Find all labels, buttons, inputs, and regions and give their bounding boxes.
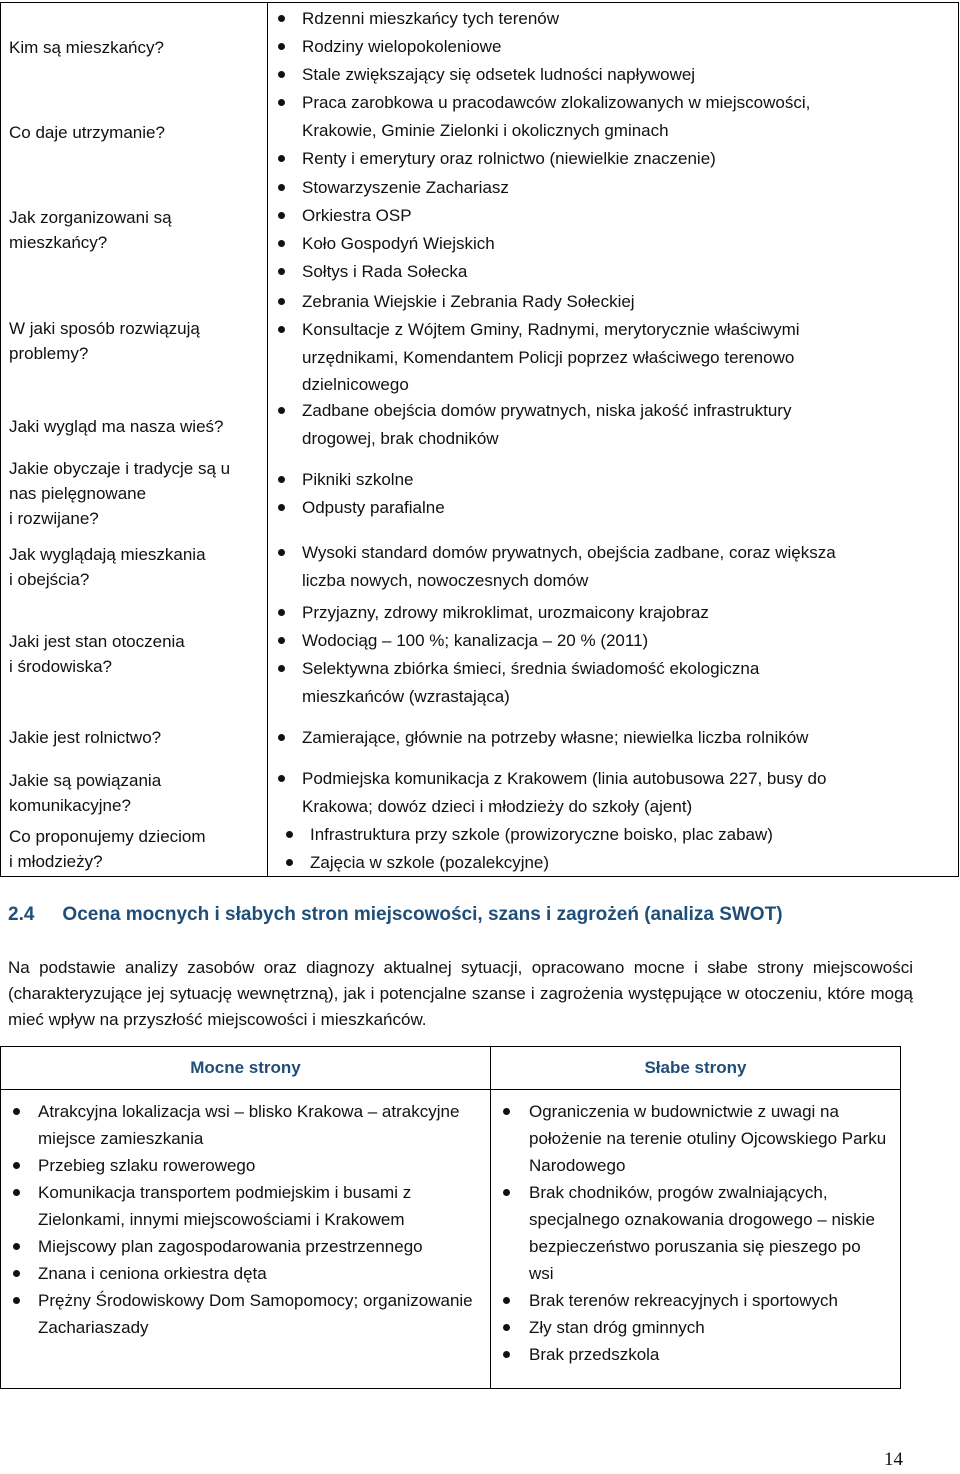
answer-item: Orkiestra OSP: [268, 202, 412, 230]
question-2: Co daje utrzymanie?: [9, 123, 165, 142]
strengths-header: Mocne strony: [1, 1047, 491, 1090]
section-intro: Na podstawie analizy zasobów oraz diagnozy aktualnej sytuacji, opracowano mocne i słabe strony miejscowości (charakteryzujące jej sytuację wewnętrzną), jak i potencjalne szanse i zagrożenia występujące w otoczeniu, które mogą mieć wpływ na przyszłość miejscowości i mieszkańców.: [8, 958, 913, 1029]
answers-column: [268, 3, 959, 877]
answer-item: Stowarzyszenie Zachariasz: [268, 174, 509, 202]
answer-item: Stale zwiększający się odsetek ludności napływowej: [268, 61, 695, 89]
answer-item: Infrastruktura przy szkole (prowizoryczne boisko, plac zabaw): [276, 821, 773, 849]
answer-item: Zadbane obejścia domów prywatnych, niska jakość infrastruktury drogowej, brak chodników: [268, 397, 791, 452]
weakness-item: Brak chodników, progów zwalniających, specjalnego oznakowania drogowego – niskie bezpieczeństwo poruszania się pieszego po wsi: [491, 1179, 888, 1287]
weaknesses-list: [491, 1090, 900, 1374]
answer-item: Konsultacje z Wójtem Gminy, Radnymi, merytorycznie właściwymi urzędnikami, Komendantem Policji poprzez właściwego terenowo dzielnicowego: [268, 316, 800, 399]
strength-item: Przebieg szlaku rowerowego: [1, 1152, 478, 1179]
answer-item: Renty i emerytury oraz rolnictwo (niewielkie znaczenie): [268, 145, 716, 173]
answer-item: Zebrania Wiejskie i Zebrania Rady Sołeckiej: [268, 288, 635, 316]
weakness-item: Brak przedszkola: [491, 1341, 888, 1368]
question-3: Jak zorganizowani są mieszkańcy?: [9, 208, 172, 252]
answer-item: Selektywna zbiórka śmieci, średnia świadomość ekologiczna mieszkańców (wzrastająca): [268, 655, 759, 710]
weakness-item: Ograniczenia w budownictwie z uwagi na położenie na terenie otuliny Ojcowskiego Parku Narodowego: [491, 1098, 888, 1179]
page-number: 14: [884, 1449, 903, 1470]
question-10: Jakie są powiązania komunikacyjne?: [9, 771, 162, 815]
answer-item: Odpusty parafialne: [268, 494, 445, 522]
weaknesses-header: Słabe strony: [491, 1047, 901, 1090]
answer-item: Zajęcia w szkole (pozalekcyjne): [276, 849, 549, 877]
strength-item: Atrakcyjna lokalizacja wsi – blisko Krakowa – atrakcyjne miejsce zamieszkania: [1, 1098, 478, 1152]
section-number: 2.4: [8, 904, 35, 925]
question-4: W jaki sposób rozwiązują problemy?: [9, 319, 200, 363]
question-7: Jak wyglądają mieszkania i obejścia?: [9, 545, 206, 589]
strength-item: Miejscowy plan zagospodarowania przestrzennego: [1, 1233, 478, 1260]
weakness-item: Zły stan dróg gminnych: [491, 1314, 888, 1341]
questions-column: [1, 3, 268, 877]
answer-item: Rdzenni mieszkańcy tych terenów: [268, 5, 559, 33]
section-heading: [8, 901, 783, 929]
strengths-list: [1, 1090, 490, 1347]
answer-item: Praca zarobkowa u pracodawców zlokalizowanych w miejscowości, Krakowie, Gminie Zielonki i okolicznych gminach: [268, 89, 810, 144]
strength-item: Prężny Środowiskowy Dom Samopomocy; organizowanie Zachariaszady: [1, 1287, 478, 1341]
answer-item: Koło Gospodyń Wiejskich: [268, 230, 495, 258]
answer-item: Rodziny wielopokoleniowe: [268, 33, 501, 61]
question-9: Jakie jest rolnictwo?: [9, 728, 162, 747]
question-11: Co proponujemy dzieciom i młodzieży?: [9, 827, 206, 871]
answer-item: Wysoki standard domów prywatnych, obejścia zadbane, coraz większa liczba nowych, nowoczesnych domów: [268, 539, 836, 594]
question-1: Kim są mieszkańcy?: [9, 38, 164, 57]
weakness-item: Brak terenów rekreacyjnych i sportowych: [491, 1287, 888, 1314]
strength-item: Znana i ceniona orkiestra dęta: [1, 1260, 478, 1287]
answer-item: Zamierające, głównie na potrzeby własne; niewielka liczba rolników: [268, 724, 808, 752]
weaknesses-cell: [491, 1090, 901, 1389]
answer-item: Sołtys i Rada Sołecka: [268, 258, 467, 286]
question-8: Jaki jest stan otoczenia i środowiska?: [9, 632, 185, 676]
question-5: Jaki wygląd ma nasza wieś?: [9, 417, 224, 436]
answer-item: Pikniki szkolne: [268, 466, 414, 494]
swot-table: [0, 1046, 901, 1389]
strengths-cell: [1, 1090, 491, 1389]
diagnosis-table: [0, 2, 959, 877]
section-title: Ocena mocnych i słabych stron miejscowości, szans i zagrożeń (analiza SWOT): [62, 904, 783, 925]
answer-item: Wodociąg – 100 %; kanalizacja – 20 % (2011): [268, 627, 648, 655]
strength-item: Komunikacja transportem podmiejskim i busami z Zielonkami, innymi miejscowościami i Krakowem: [1, 1179, 478, 1233]
answer-item: Przyjazny, zdrowy mikroklimat, urozmaicony krajobraz: [268, 599, 709, 627]
question-6: Jakie obyczaje i tradycje są u nas pielęgnowane i rozwijane?: [9, 459, 231, 528]
answer-item: Podmiejska komunikacja z Krakowem (linia autobusowa 227, busy do Krakowa; dowóz dzieci i młodzieży do szkoły (ajent): [268, 765, 826, 820]
